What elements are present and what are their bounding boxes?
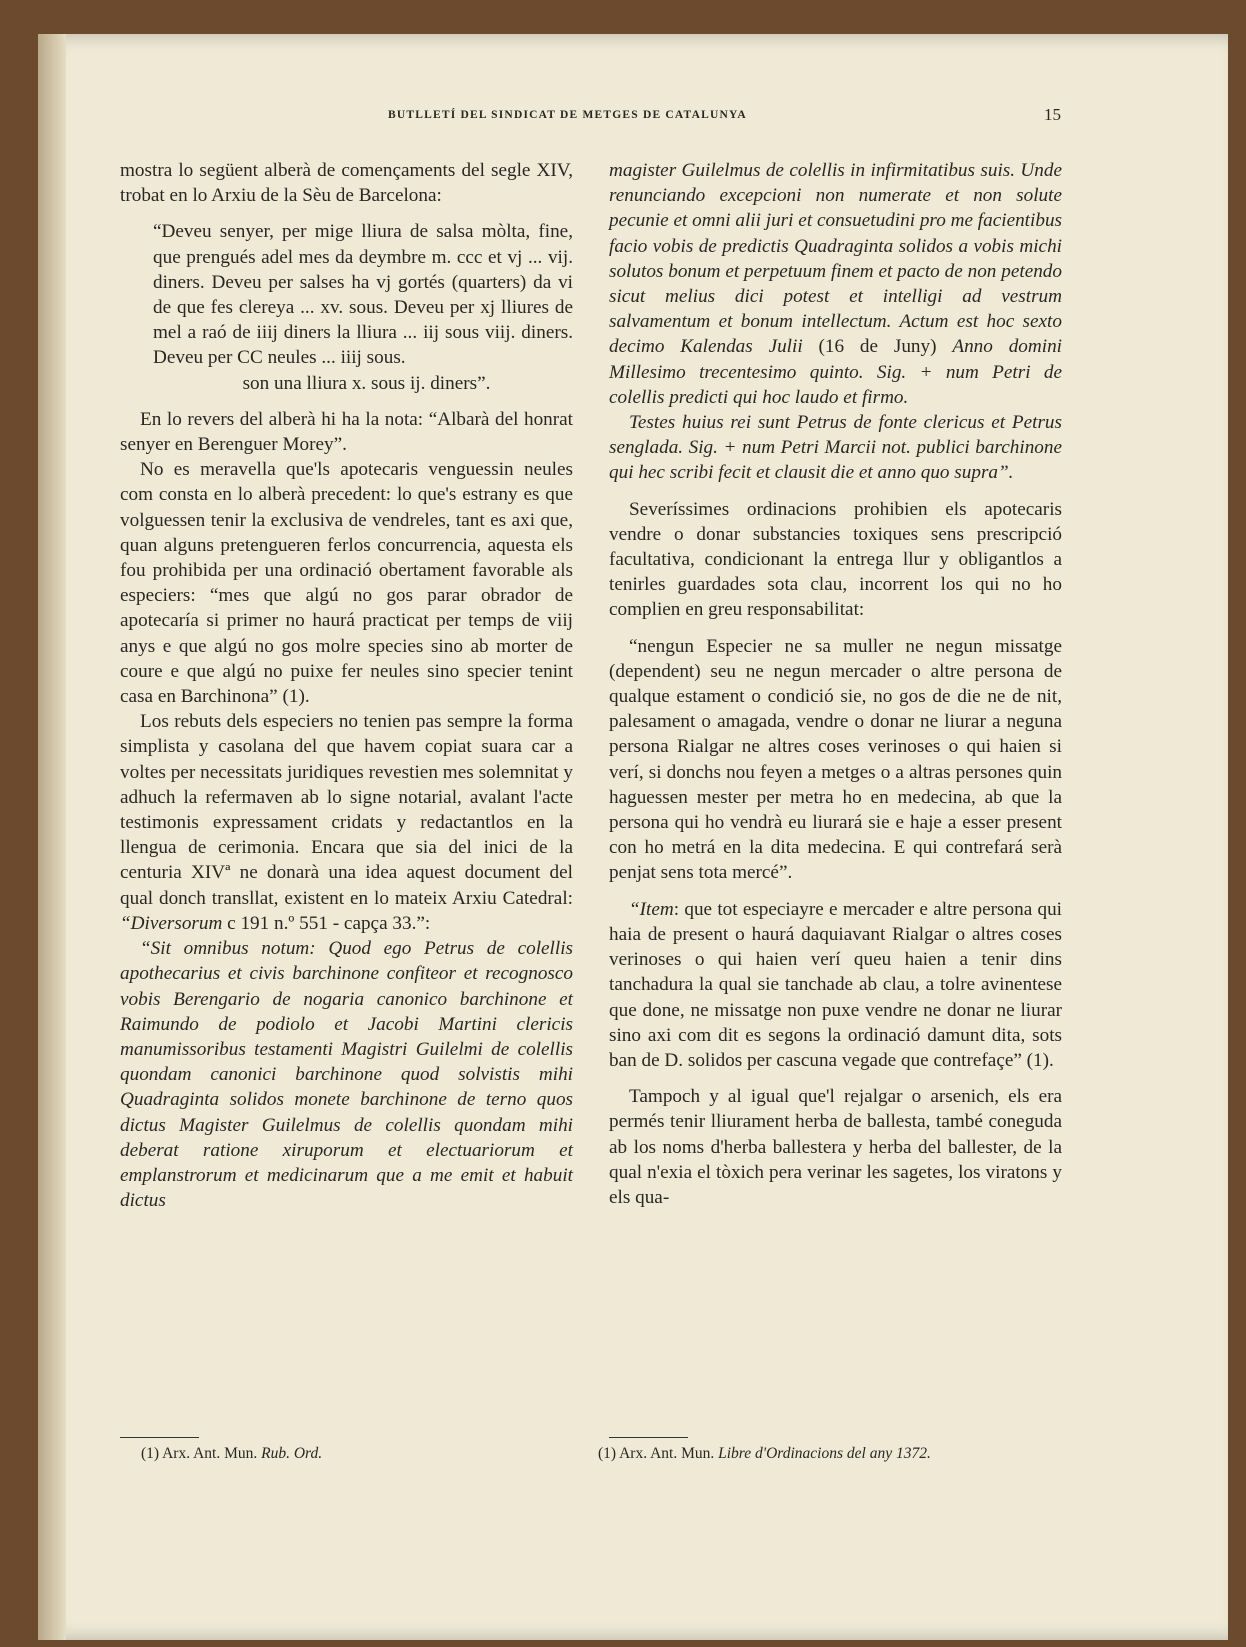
paragraph-ballesta: Tampoch y al igual que'l rejalgar o arsenich, els era permés tenir lliurament herba de ballesta, també coneguda ab los noms d'herba ballestera y herba del ballester, de la qual n'exia el tòxich pera verinar les sagetes, los viratons y els qua- bbox=[609, 1086, 1062, 1208]
rebuts-text: Los rebuts dels especiers no tenien pas sempre la forma simplista y casolana del que havem copiat suara car a voltes per necessitats juridiques revestien mes solemnitat y adhuch la refermaven ab lo signe notarial, avalant l'acte testimonis expressament cridats y redactantlos en la llengua de cerimonia. Encara que sia del inici de la centuria XIVª ne donarà una idea aquest document del qual donch transllat, existent en lo mateix Arxiu Catedral: bbox=[120, 711, 573, 909]
latin-text-c: Anno domini Millesimo trecentesimo quinto. Sig. + num Petri de colellis predicti qui hoc laudo et firmo. bbox=[609, 336, 1062, 408]
item-label: “Item bbox=[629, 898, 674, 920]
binding-gutter bbox=[38, 34, 66, 1640]
footnote-left-title: Rub. Ord. bbox=[261, 1445, 323, 1462]
paragraph-ordinacions: Severíssimes ordinacions prohibien els apotecaris vendre o donar substancies toxiques sens prescripció facultativa, condicionant la entrega llur y obligantlos a tenirles guardades sota clau, incorrent los qui no ho complien en greu responsabilitat: bbox=[609, 498, 1062, 621]
rebuts-reference: “Diversorum bbox=[120, 912, 223, 934]
footnote-right bbox=[598, 1444, 931, 1464]
paragraph-revers: En lo revers del alberà hi ha la nota: “Albarà del honrat senyer en Berenguer Morey”. bbox=[120, 408, 573, 456]
latin-text-a: magister Guilelmus de colellis in infirmitatibus suis. Unde renunciando excepcioni non numerate et non solute pecunie et omni alii juri et consuetudini pro me facientibus facio vobis de predictis Quadraginta solidos a vobis michi solutos bonum et perpetuum finem et pacto de non petendo sicut melius dici potest et intelligi ad vestrum salvamentum et bonum intellectum. Actum est hoc sexto decimo Kalendas Julii bbox=[609, 160, 1062, 358]
latin-document: “Sit omnibus notum: Quod ego Petrus de colellis apothecarius et civis barchinone confiteor et recognosco vobis Berengario de nogaria canonico barchinone et Raimundo de podiolo et Jacobi Martini clericis manumissoribus testamenti Magistri Guilelmi de colellis quondam canonici barchinone quod solvistis mihi Quadraginta solidos monete barchinone de terno quos dictus Magister Guilelmus de colellis quondam mihi deberat ratione xiruporum et electuariorum et emplanstrorum et medicinarum que a me emit et habuit dictus bbox=[120, 938, 573, 1212]
footnote-rule-left bbox=[120, 1437, 199, 1438]
running-title: BUTLLETÍ DEL SINDICAT DE METGES DE CATALUNYA bbox=[388, 109, 747, 121]
latin-document-continued bbox=[609, 158, 1062, 410]
footnote-right-source: (1) Arx. Ant. Mun. bbox=[598, 1445, 719, 1462]
left-column bbox=[120, 158, 573, 1213]
rebuts-tail: c 191 n.º 551 - capça 33.”: bbox=[222, 912, 431, 934]
latin-witnesses: Testes huius rei sunt Petrus de fonte clericus et Petrus senglada. Sig. + num Petri Marcii not. publici barchinone qui hec scribi fecit et clausit die et anno quo supra”. bbox=[609, 412, 1062, 484]
paragraph-intro: mostra lo següent alberà de començaments del segle XIV, trobat en lo Arxiu de la Sèu de Barcelona: bbox=[120, 160, 573, 207]
paragraph-rebuts bbox=[120, 709, 573, 936]
paragraph-item bbox=[609, 897, 1062, 1073]
quote-alberan-end: son una lliura x. sous ij. diners”. bbox=[242, 372, 491, 394]
quote-especier: “nengun Especier ne sa muller ne negun missatge (dependent) seu ne negun mercader o altre persona de qualque estament o condició sie, no gos de die ne de nit, palesament o amagada, vendre o donar ne liurar a neguna persona Rialgar ne altres coses verinoses o qui haien si verí, si donchs nou feyen a metges o a altras persones quin haguessen mester per metra ho en medecina, ab que la persona qui ho vendrà eu liurará sie e haje a esser present con ho metrá en la dita medecina. E qui contrefará serà penjat sens tota mercé”. bbox=[609, 635, 1062, 884]
footnote-left-source: (1) Arx. Ant. Mun. bbox=[141, 1445, 262, 1462]
footnote-rule-right bbox=[609, 1437, 688, 1438]
paragraph-neules: No es meravella que'ls apotecaris venguessin neules com consta en lo alberà precedent: lo que's estrany es que volguessen tenir la exclusiva de vendreles, tant es axi que, quan alguns pretengueren ferlos concurrencia, aquesta els fou prohibida per una ordinació obertament favorable als especiers: “mes que algú no gos parar obrador de apotecaría si primer no haurá practicat per temps de viij anys e que algú no gos molre species sino ab morter de coure e que algú no puixe fer neules sino specier tenint casa en Barchinona” (1). bbox=[120, 459, 573, 708]
quote-alberan: “Deveu senyer, per mige lliura de salsa mòlta, fine, que prengués adel mes da deymbre m. ccc et vj ... vij. diners. Deveu per salses ha vj gortés (quarters) da vi de que fes clereya ... xv. sous. Deveu per xj lliures de mel a raó de iiij diners la lliura ... iij sous viij. diners. Deveu per CC neules ... iiij sous. bbox=[153, 221, 573, 369]
latin-date-gloss: (16 de Juny) bbox=[802, 336, 953, 358]
footnote-left bbox=[141, 1444, 322, 1464]
page-number: 15 bbox=[1044, 105, 1061, 124]
footnote-right-title: Libre d'Ordinacions del any 1372. bbox=[718, 1445, 931, 1462]
right-column bbox=[609, 158, 1062, 1210]
item-text: : que tot especiayre e mercader e altre persona qui haia de present o haurá daquiavant Rialgar o altres coses verinoses o qui haien verí queu haien a tenir dins tanchadura la qual sie tanchade ab clau, a tolre avinentese que done, ne missatge non puxe vendre ne donar ne liurar sino axi com dit es segons la ordinació damunt dita, sots ban de D. solidos per cascuna vegade que contrefaçe” (1). bbox=[609, 898, 1062, 1071]
